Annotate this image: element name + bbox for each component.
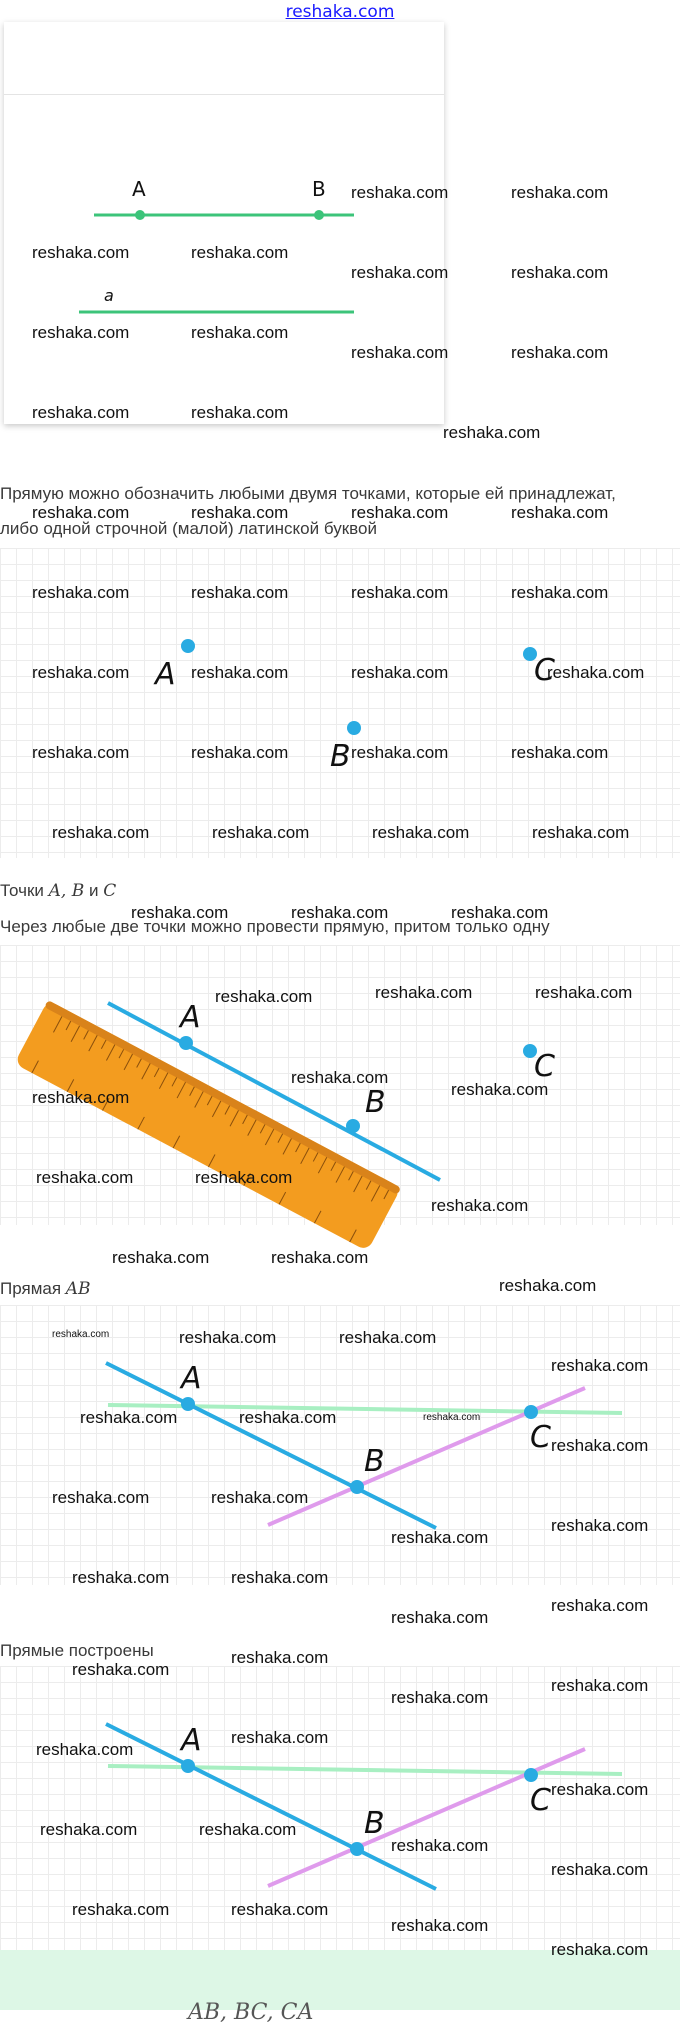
watermark: reshaka.com [551, 1356, 649, 1375]
watermark: reshaka.com [36, 1740, 134, 1759]
point-b-dot [350, 1842, 364, 1856]
watermark: reshaka.com [212, 823, 310, 842]
watermark: reshaka.com [80, 1408, 178, 1427]
watermark: reshaka.com [511, 183, 609, 202]
watermark: reshaka.com [191, 323, 289, 342]
label-a: A [155, 657, 176, 692]
watermark: reshaka.com [72, 1900, 170, 1919]
watermark: reshaka.com [72, 1568, 170, 1587]
watermark: reshaka.com [451, 1080, 549, 1099]
watermark: reshaka.com [551, 1940, 649, 1959]
caption-notation-line-2: либо одной строчной (малой) латинской буквой [0, 519, 377, 538]
watermark: reshaka.com [499, 1276, 597, 1295]
watermark: reshaka.com [443, 423, 541, 442]
watermark: reshaka.com [391, 1608, 489, 1627]
watermark: reshaka.com [191, 243, 289, 262]
watermark: reshaka.com [32, 1088, 130, 1107]
watermark: reshaka.com [351, 743, 449, 762]
watermark: reshaka.com [511, 583, 609, 602]
point-c-dot [524, 1768, 538, 1782]
label-a: A [132, 177, 146, 201]
watermark: reshaka.com [32, 503, 130, 522]
watermark: reshaka.com [191, 743, 289, 762]
watermark: reshaka.com [231, 1728, 329, 1747]
watermark: reshaka.com [551, 1436, 649, 1455]
watermark: reshaka.com [52, 823, 150, 842]
watermark: reshaka.com [191, 403, 289, 422]
watermark: reshaka.com [339, 1328, 437, 1347]
ruler-icon [14, 1000, 401, 1251]
answer-lines-math: AB, BC, CA [188, 2000, 314, 2025]
point-b-dot [314, 210, 324, 220]
watermark: reshaka.com [291, 1068, 389, 1087]
watermark: reshaka.com [351, 583, 449, 602]
watermark: reshaka.com [351, 503, 449, 522]
watermark: reshaka.com [351, 343, 449, 362]
watermark: reshaka.com [191, 663, 289, 682]
watermark: reshaka.com [36, 1168, 134, 1187]
label-c: C [530, 1420, 551, 1455]
site-link[interactable]: reshaka.com [285, 2, 395, 22]
watermark: reshaka.com [40, 1820, 138, 1839]
caption-through-two-points: Через любые две точки можно провести прямую, притом только одну [0, 917, 550, 936]
watermark: reshaka.com [239, 1408, 337, 1427]
watermark: reshaka.com [551, 1676, 649, 1695]
watermark: reshaka.com [72, 1660, 170, 1679]
watermark: reshaka.com [375, 983, 473, 1002]
watermark: reshaka.com [191, 583, 289, 602]
watermark: reshaka.com [32, 403, 130, 422]
watermark: reshaka.com [511, 743, 609, 762]
watermark: reshaka.com [351, 183, 449, 202]
caption-line-ab-math: AB [65, 1279, 91, 1299]
watermark: reshaka.com [52, 1488, 150, 1507]
watermark: reshaka.com [32, 743, 130, 762]
watermark: reshaka.com [391, 1836, 489, 1855]
watermark: reshaka.com [231, 1568, 329, 1587]
watermark: reshaka.com [199, 1820, 297, 1839]
watermark: reshaka.com [32, 583, 130, 602]
watermark: reshaka.com [32, 243, 130, 262]
label-a: A [181, 1723, 202, 1758]
label-c: C [534, 653, 555, 688]
watermark: reshaka.com [511, 503, 609, 522]
watermark: reshaka.com [391, 1688, 489, 1707]
label-b: B [365, 1085, 386, 1120]
watermark: reshaka.com [112, 1248, 210, 1267]
watermark: reshaka.com [351, 263, 449, 282]
label-b: B [364, 1444, 385, 1479]
watermark: reshaka.com [179, 1328, 277, 1347]
watermark: reshaka.com [431, 1196, 529, 1215]
watermark: reshaka.com [551, 1860, 649, 1879]
watermark: reshaka.com [52, 1329, 110, 1340]
watermark: reshaka.com [351, 663, 449, 682]
watermark: reshaka.com [391, 1528, 489, 1547]
caption-points [0, 880, 116, 902]
label-a: A [181, 1361, 202, 1396]
watermark: reshaka.com [291, 903, 389, 922]
line-ab [106, 1724, 436, 1889]
watermark: reshaka.com [32, 323, 130, 342]
watermark: reshaka.com [451, 903, 549, 922]
point-b-dot [347, 721, 361, 735]
watermark: reshaka.com [32, 663, 130, 682]
point-b-dot [350, 1480, 364, 1494]
label-b: B [312, 177, 326, 201]
watermark: reshaka.com [547, 663, 645, 682]
caption-line-ab [0, 1278, 91, 1300]
watermark: reshaka.com [211, 1488, 309, 1507]
watermark: reshaka.com [231, 1900, 329, 1919]
watermark: reshaka.com [195, 1168, 293, 1187]
watermark: reshaka.com [511, 263, 609, 282]
watermark: reshaka.com [215, 987, 313, 1006]
watermark: reshaka.com [551, 1596, 649, 1615]
watermark: reshaka.com [551, 1780, 649, 1799]
watermark: reshaka.com [231, 1648, 329, 1667]
label-b: B [330, 739, 351, 774]
point-a-dot [179, 1036, 193, 1050]
figure-lines-ab-a [4, 22, 444, 424]
watermark: reshaka.com [372, 823, 470, 842]
caption-notation-line-1: Прямую можно обозначить любыми двумя точками, которые ей принадлежат, [0, 484, 616, 503]
caption-points-c: C [103, 881, 117, 901]
watermark: reshaka.com [191, 503, 289, 522]
watermark: reshaka.com [391, 1916, 489, 1935]
label-c: C [534, 1049, 555, 1084]
label-line-a: a [104, 286, 114, 305]
caption-points-math: A, B [48, 881, 85, 901]
watermark: reshaka.com [551, 1516, 649, 1535]
watermark: reshaka.com [535, 983, 633, 1002]
watermark: reshaka.com [511, 343, 609, 362]
watermark: reshaka.com [131, 903, 229, 922]
caption-line-ab-prefix: Прямая [0, 1279, 66, 1298]
caption-points-and: и [84, 881, 104, 900]
point-b-dot [346, 1119, 360, 1133]
point-c-dot [524, 1405, 538, 1419]
point-a-dot [135, 210, 145, 220]
watermark: reshaka.com [423, 1412, 481, 1423]
label-a: A [180, 1000, 201, 1035]
watermark: reshaka.com [271, 1248, 369, 1267]
label-b: B [364, 1806, 385, 1841]
point-a-dot [181, 1759, 195, 1773]
label-c: C [530, 1783, 551, 1818]
watermark: reshaka.com [532, 823, 630, 842]
point-a-dot [181, 1397, 195, 1411]
caption-lines-built: Прямые построены [0, 1641, 154, 1660]
caption-points-prefix: Точки [0, 881, 49, 900]
point-a-dot [181, 639, 195, 653]
figure-card-lines [4, 22, 444, 424]
